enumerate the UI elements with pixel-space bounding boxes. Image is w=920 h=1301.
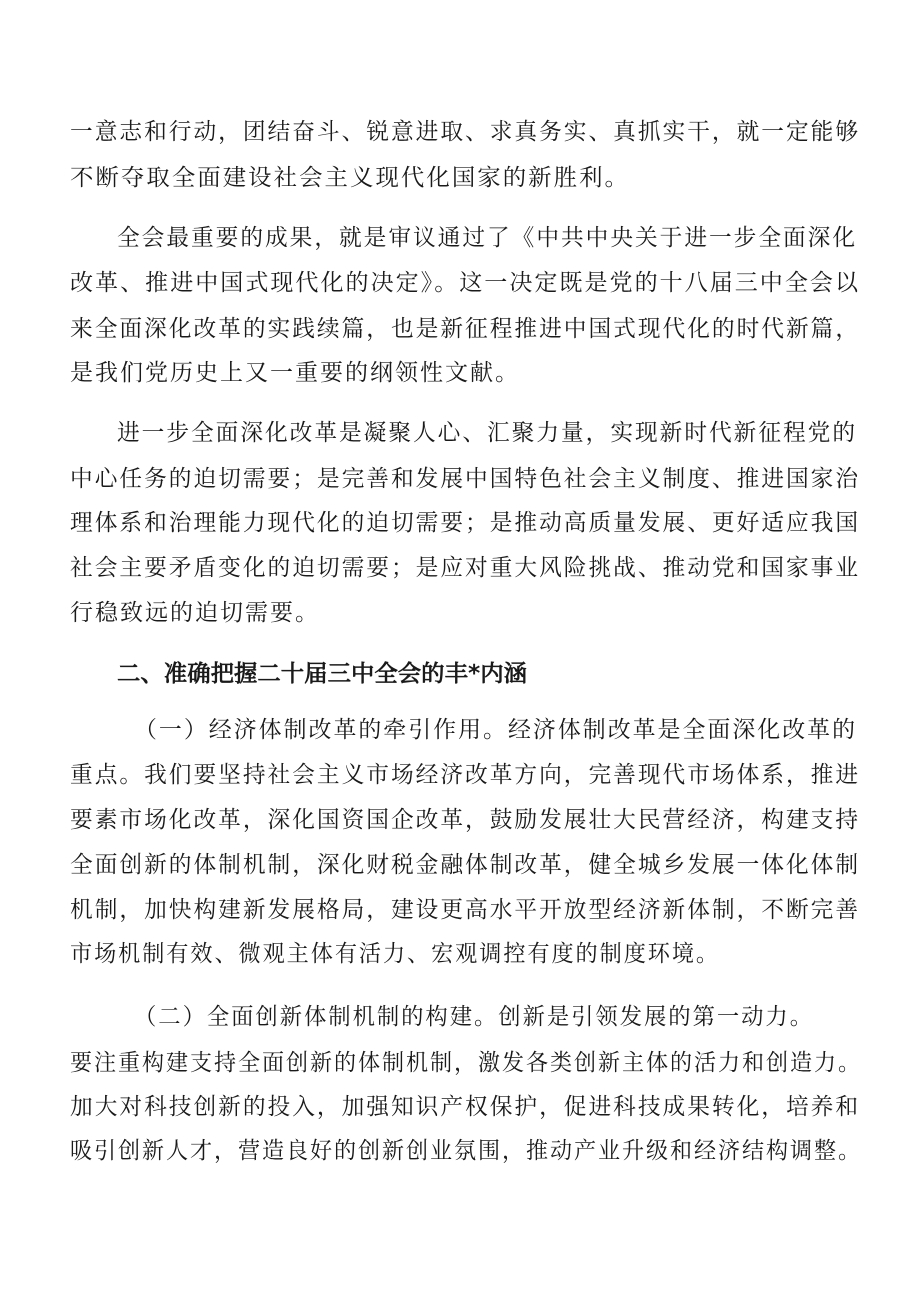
text-line: 机制，加快构建新发展格局，建设更高水平开放型经济新体制，不断完善 xyxy=(70,897,860,923)
text-line: （二）全面创新体制机制的构建。创新是引领发展的第一动力。 xyxy=(134,1004,814,1030)
text-line: 一意志和行动，团结奋斗、锐意进取、求真务实、真抓实干，就一定能够 xyxy=(70,119,860,145)
text-line: 市场机制有效、微观主体有活力、宏观调控有度的制度环境。 xyxy=(70,941,720,967)
text-line: 行稳致远的迫切需要。 xyxy=(70,600,320,626)
text-line: 重点。我们要坚持社会主义市场经济改革方向，完善现代市场体系，推进 xyxy=(70,762,860,788)
text-line: 改革、推进中国式现代化的决定》。这一决定既是党的十八届三中全会以 xyxy=(70,270,860,296)
text-line: 来全面深化改革的实践续篇，也是新征程推进中国式现代化的时代新篇， xyxy=(70,316,860,342)
text-line: 全会最重要的成果，就是审议通过了《中共中央关于进一步全面深化 xyxy=(117,225,857,251)
section-heading: 二、准确把握二十届三中全会的丰*内涵 xyxy=(117,661,527,687)
text-line: 吸引创新人才，营造良好的创新创业氛围，推动产业升级和经济结构调整。 xyxy=(70,1138,862,1164)
text-line: 加大对科技创新的投入，加强知识产权保护，促进科技成果转化，培养和 xyxy=(70,1094,860,1120)
text-line: 要注重构建支持全面创新的体制机制，激发各类创新主体的活力和创造力。 xyxy=(70,1050,862,1076)
text-line: 是我们党历史上又一重要的纲领性文献。 xyxy=(70,360,520,386)
text-line: 全面创新的体制机制，深化财税金融体制改革，健全城乡发展一体化体制 xyxy=(70,852,860,878)
text-line: 要素市场化改革，深化国资国企改革，鼓励发展壮大民营经济，构建支持 xyxy=(70,807,860,833)
text-line: （一）经济体制改革的牵引作用。经济体制改革是全面深化改革的 xyxy=(134,717,857,743)
text-line: 进一步全面深化改革是凝聚人心、汇聚力量，实现新时代新征程党的 xyxy=(117,420,857,446)
text-line: 中心任务的迫切需要；是完善和发展中国特色社会主义制度、推进国家治 xyxy=(70,466,860,492)
text-line: 不断夺取全面建设社会主义现代化国家的新胜利。 xyxy=(70,165,630,191)
text-line: 社会主要矛盾变化的迫切需要；是应对重大风险挑战、推动党和国家事业 xyxy=(70,555,860,581)
text-line: 理体系和治理能力现代化的迫切需要；是推动高质量发展、更好适应我国 xyxy=(70,510,860,536)
